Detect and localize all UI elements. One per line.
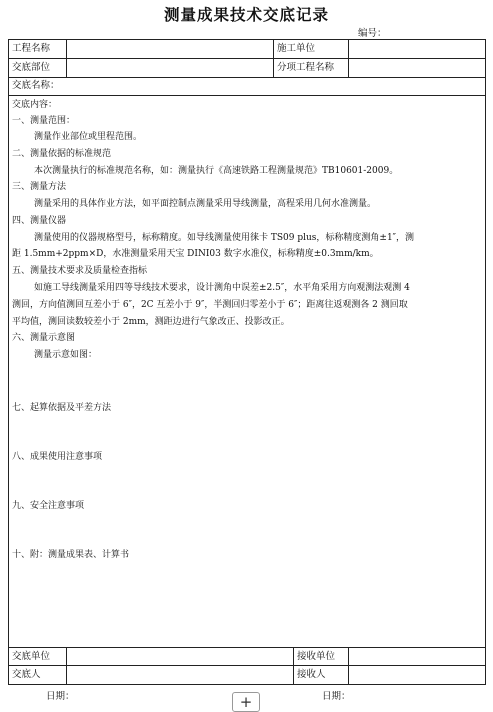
section-text: 测量采用的具体作业方法，如平面控制点测量采用导线测量，高程采用几何水准测量。 bbox=[34, 199, 377, 209]
section-title: 九、安全注意事项 bbox=[12, 501, 85, 511]
content-heading: 交底内容： bbox=[12, 100, 58, 110]
plus-icon: + bbox=[239, 693, 253, 711]
col-divider bbox=[66, 647, 67, 684]
project-name-value[interactable] bbox=[68, 41, 271, 57]
section-title: 七、起算依据及平差方法 bbox=[12, 403, 112, 413]
sub-project-label: 分项工程名称 bbox=[277, 62, 335, 73]
row-divider bbox=[8, 95, 486, 96]
receiver-person-value[interactable] bbox=[350, 667, 484, 682]
table-border-left bbox=[8, 39, 9, 684]
row-divider bbox=[8, 665, 486, 666]
handover-person-label: 交底人 bbox=[12, 669, 41, 680]
receiver-person-label: 接收人 bbox=[297, 669, 326, 680]
contractor-value[interactable] bbox=[350, 41, 484, 57]
col-divider bbox=[66, 39, 67, 77]
row-divider bbox=[8, 647, 486, 648]
page-title: 测量成果技术交底记录 bbox=[163, 5, 329, 24]
handover-unit-value[interactable] bbox=[68, 649, 291, 664]
section-title: 六、测量示意图 bbox=[12, 333, 76, 343]
section-text: 距 1.5mm+2ppm×D，水准测量采用天宝 DINI03 数字水准仪，标称精度±0.3mm/km。 bbox=[12, 249, 379, 259]
section-title: 八、成果使用注意事项 bbox=[12, 452, 103, 462]
contractor-label: 施工单位 bbox=[277, 43, 316, 54]
col-divider bbox=[293, 647, 294, 684]
project-name-label: 工程名称 bbox=[12, 43, 51, 54]
section-title: 四、测量仪器 bbox=[12, 216, 67, 226]
col-divider bbox=[348, 39, 349, 77]
table-border-right bbox=[485, 39, 486, 684]
section-title: 五、测量技术要求及质量检查指标 bbox=[12, 266, 148, 276]
receiver-unit-value[interactable] bbox=[350, 649, 484, 664]
section-text: 测回，方向值测回互差小于 6″，2C 互差小于 9″，半测回归零差小于 6″；距离往返观测各 2 测回取 bbox=[12, 300, 408, 310]
section-text: 本次测量执行的标准规范名称，如：测量执行《高速铁路工程测量规范》TB10601-2009。 bbox=[34, 166, 399, 176]
col-divider bbox=[273, 39, 274, 77]
receiver-unit-label: 接收单位 bbox=[297, 651, 336, 662]
row-divider bbox=[8, 77, 486, 78]
section-text: 测量作业部位或里程范围。 bbox=[34, 132, 143, 142]
col-divider bbox=[348, 647, 349, 684]
section-text: 测量使用的仪器规格型号，标称精度。如导线测量使用徕卡 TS09 plus，标称精度测角±1″，测 bbox=[34, 233, 415, 243]
section-title: 一、测量范围： bbox=[12, 116, 76, 126]
handover-part-value[interactable] bbox=[68, 60, 271, 76]
section-title: 二、测量依据的标准规范 bbox=[12, 149, 112, 159]
serial-number-label: 编号： bbox=[358, 28, 387, 39]
section-title: 三、测量方法 bbox=[12, 182, 67, 192]
section-text: 测量示意如图： bbox=[34, 350, 98, 360]
handover-unit-label: 交底单位 bbox=[12, 651, 51, 662]
date-right-label: 日期： bbox=[322, 691, 351, 702]
table-border-top bbox=[8, 39, 486, 40]
add-button[interactable] bbox=[232, 692, 260, 712]
handover-person-value[interactable] bbox=[68, 667, 291, 682]
table-border-bottom bbox=[8, 684, 486, 685]
section-text: 如施工导线测量采用四等导线技术要求，设计测角中误差±2.5″，水平角采用方向观测法观测 4 bbox=[34, 283, 410, 293]
sub-project-value[interactable] bbox=[350, 60, 484, 76]
section-title: 十、附：测量成果表、计算书 bbox=[12, 550, 130, 560]
handover-name-label: 交底名称： bbox=[12, 80, 60, 91]
section-text: 平均值，测回读数较差小于 2mm，测距边进行气象改正、投影改正。 bbox=[12, 317, 290, 327]
row-divider bbox=[8, 58, 486, 59]
handover-part-label: 交底部位 bbox=[12, 62, 51, 73]
date-left-label: 日期： bbox=[46, 691, 75, 702]
